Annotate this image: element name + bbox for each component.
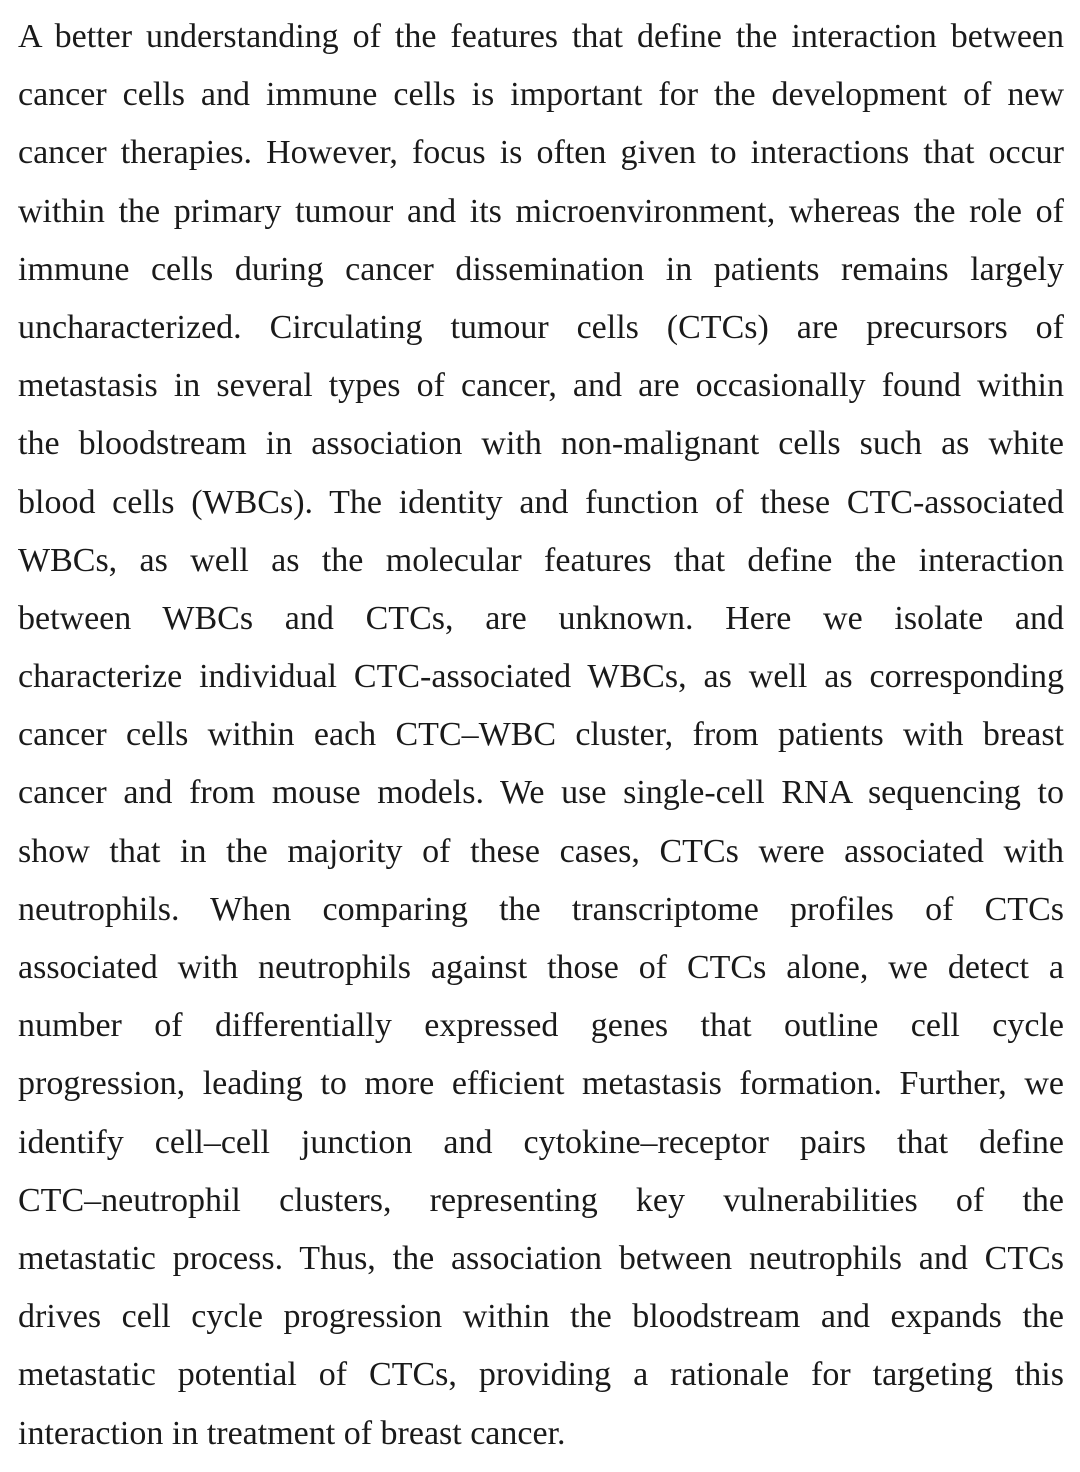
text-line: CTC–neutrophil clusters, representing key vulnerabilities of the — [18, 1181, 1064, 1219]
text-line: the bloodstream in association with non-malignant cells such as white — [18, 425, 1064, 463]
text-line: blood cells (WBCs). The identity and function of these CTC-associated — [18, 483, 1064, 521]
text-line: cancer cells within each CTC–WBC cluster, from patients with breast — [18, 716, 1064, 754]
text-line: cancer therapies. However, focus is often given to interactions that occur — [18, 134, 1064, 172]
text-line: metastatic process. Thus, the association between neutrophils and CTCs — [18, 1239, 1064, 1277]
text-line: associated with neutrophils against those of CTCs alone, we detect a — [18, 949, 1064, 986]
text-line: between WBCs and CTCs, are unknown. Here we isolate and — [18, 599, 1064, 637]
text-line: number of differentially expressed genes that outline cell cycle — [18, 1007, 1064, 1045]
text-line: WBCs, as well as the molecular features that define the interaction — [18, 541, 1064, 579]
abstract-paragraph — [18, 8, 1064, 1463]
text-line: within the primary tumour and its microenvironment, whereas the role of — [18, 192, 1064, 230]
text-line: identify cell–cell junction and cytokine–receptor pairs that define — [18, 1123, 1064, 1161]
text-line: metastasis in several types of cancer, and are occasionally found within — [18, 367, 1064, 405]
text-line: cancer and from mouse models. We use single-cell RNA sequencing to — [18, 774, 1064, 812]
text-line: characterize individual CTC-associated WBCs, as well as corresponding — [18, 658, 1064, 696]
text-line: metastatic potential of CTCs, providing a rationale for targeting this — [18, 1356, 1064, 1394]
text-line: neutrophils. When comparing the transcriptome profiles of CTCs — [18, 890, 1064, 928]
text-line: drives cell cycle progression within the bloodstream and expands the — [18, 1298, 1064, 1336]
text-line: immune cells during cancer dissemination in patients remains largely — [18, 250, 1064, 288]
text-line: show that in the majority of these cases, CTCs were associated with — [18, 832, 1064, 870]
text-line: interaction in treatment of breast cancer. — [18, 1414, 566, 1452]
text-line: progression, leading to more efficient metastasis formation. Further, we — [18, 1065, 1064, 1103]
text-line: uncharacterized. Circulating tumour cells (CTCs) are precursors of — [18, 308, 1064, 346]
text-line: cancer cells and immune cells is important for the development of new — [18, 76, 1064, 114]
text-line: A better understanding of the features that define the interaction between — [18, 18, 1064, 55]
